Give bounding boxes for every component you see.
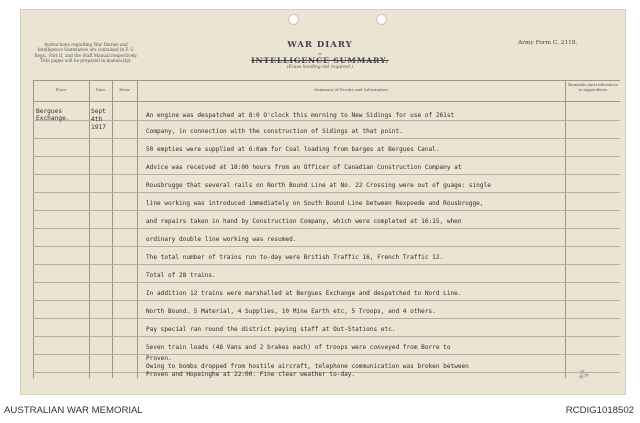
ruled-line (33, 174, 620, 175)
archive-credit: AUSTRALIAN WAR MEMORIAL (4, 405, 143, 416)
ruled-line (33, 210, 620, 211)
column-divider (565, 80, 566, 378)
summary-line: Total of 28 trains. (146, 272, 216, 279)
summary-line: The total number of trains run to-day were British Traffic 16, French Traffic 12. (146, 254, 444, 261)
entry-place (36, 108, 70, 123)
diary-table (33, 80, 620, 378)
date-line: 4th (91, 116, 103, 124)
ruled-line (33, 300, 620, 301)
ruled-line (33, 336, 620, 337)
ruled-line (33, 282, 620, 283)
entry-date (91, 108, 106, 133)
place-line: Bergues (36, 108, 63, 115)
summary-line: Seven train loads (48 Vans and 2 brakes each) of troops were conveyed from Borre to (146, 344, 451, 351)
date-line: Sept (91, 108, 106, 115)
header-hour: Hour (119, 87, 130, 92)
ruled-line (33, 120, 620, 121)
ruled-line (33, 192, 620, 193)
form-heading (220, 40, 420, 70)
column-divider (33, 80, 34, 378)
summary-line: line working was introduced immediately on South Bound Line between Rexpoede and Rousbrugge, (146, 200, 484, 207)
summary-line: Owing to bombs dropped from hostile aircraft, telephone communication was broken between (146, 363, 469, 370)
header-date: Date (95, 87, 106, 92)
summary-line: and repairs taken in hand by Construction Company, which were completed at 16:15, when (146, 218, 462, 225)
army-form-number: Army Form C. 2118. (518, 40, 578, 46)
archive-reference: RCDIG1018502 (565, 405, 634, 416)
handwritten-mark-icon: ⁂ (576, 366, 591, 383)
summary-line: Pay special ran round the district paying staff at Out-Stations etc. (146, 326, 396, 333)
table-top-rule (33, 80, 620, 81)
header-rule (33, 101, 620, 102)
column-divider (112, 80, 113, 378)
ruled-line (33, 138, 620, 139)
header-remarks: Remarks and references to Appendices (568, 82, 618, 92)
ruled-line (33, 228, 620, 229)
ruled-line (33, 156, 620, 157)
ruled-line (33, 246, 620, 247)
form-or: or (317, 51, 323, 56)
date-line: 1917 (91, 124, 106, 132)
summary-line: In addition 12 trains were marshalled at Bergues Exchange and despatched to Nord Line. (146, 290, 462, 297)
summary-line: North Bound. 5 Material, 4 Supplies, 10 Mine Earth etc, 5 Troops, and 4 others. (146, 308, 436, 315)
header-summary: Summary of Events and Information (314, 87, 388, 92)
summary-line: An engine was despatched at 8:0 O'clock this morning to New Sidings for use of 261st (146, 112, 455, 119)
summary-line: Proven and Hopeinghe at 22:00. Fine clear weather to-day. (146, 371, 356, 378)
summary-line: Proven. (146, 355, 172, 362)
header-place: Place (55, 87, 67, 92)
punch-hole (376, 14, 387, 25)
erase-note: (Erase heading not required.) (286, 65, 354, 70)
column-divider (137, 80, 138, 378)
ruled-line (33, 318, 620, 319)
summary-line: 50 empties were supplied at 6:0am for Coal loading from barges at Bergues Canal. (146, 146, 440, 153)
ruled-line (33, 264, 620, 265)
form-title: WAR DIARY (287, 40, 353, 50)
form-subtitle: INTELLIGENCE SUMMARY. (251, 56, 389, 65)
summary-line: ordinary double line working was resumed. (146, 236, 297, 243)
place-line: Exchange. (36, 115, 70, 123)
column-divider (89, 80, 90, 378)
summary-line: Rousbrugge that several rails on North Bound Line at No. 22 Crossing were out of guage: single (146, 182, 491, 189)
summary-line: Advice was received at 18:00 hours from an Officer of Canadian Construction Company at (146, 164, 462, 171)
instructions-note: Instructions regarding War Diaries and Intelligence Summaries are contained in F. S. Regs., Part II, and the Staff Manual respectively. Title pages will be prepared in manuscript. (34, 42, 138, 64)
punch-hole (288, 14, 299, 25)
summary-line: Company, in connection with the construction of Sidings at that point. (146, 128, 403, 135)
